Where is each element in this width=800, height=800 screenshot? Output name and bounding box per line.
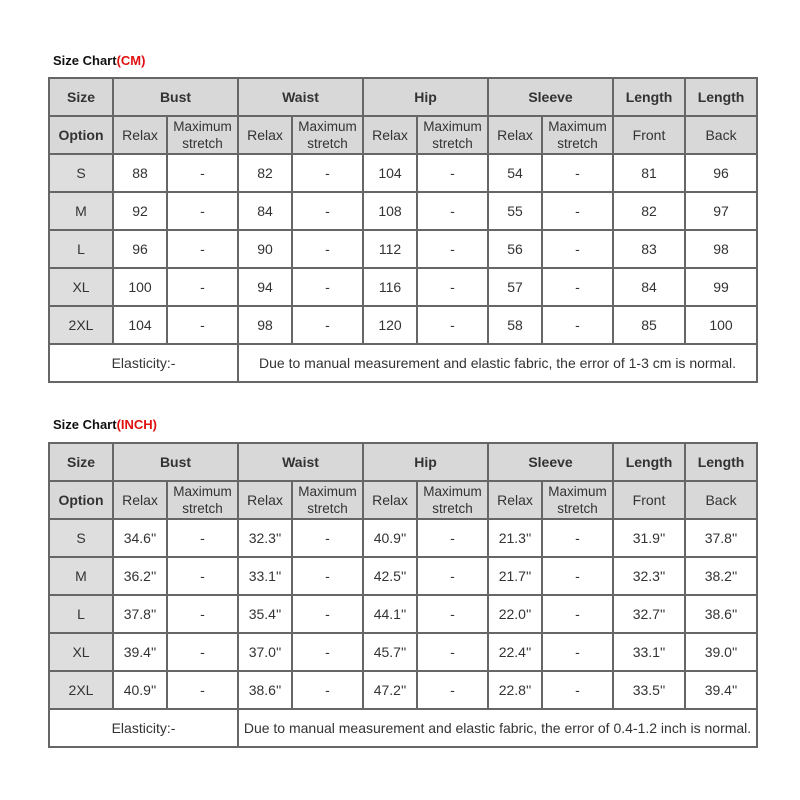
waist-relax-value: 82 (238, 154, 292, 192)
length-front-value: 31.9'' (613, 519, 685, 557)
table-row (49, 519, 757, 557)
waist-relax-value: 37.0'' (238, 633, 292, 671)
length-front-header: Length (613, 78, 685, 116)
waist-max-stretch-value: - (292, 519, 363, 557)
length-back-value: 97 (685, 192, 757, 230)
sleeve-max-stretch-header (542, 481, 613, 519)
sleeve-header: Sleeve (488, 443, 613, 481)
bust-relax-value: 37.8'' (113, 595, 167, 633)
waist-max-stretch-value: - (292, 154, 363, 192)
stretch-label: stretch (557, 136, 598, 151)
size-label: M (49, 192, 113, 230)
length-front-value: 84 (613, 268, 685, 306)
hip-max-stretch-value: - (417, 633, 488, 671)
hip-relax-value: 44.1'' (363, 595, 417, 633)
bust-relax-value: 40.9'' (113, 671, 167, 709)
hip-max-stretch-header (417, 481, 488, 519)
waist-relax-value: 94 (238, 268, 292, 306)
maximum-label: Maximum (548, 119, 607, 134)
length-front-value: 33.1'' (613, 633, 685, 671)
table-row (49, 268, 757, 306)
elasticity-label: Elasticity:- (49, 344, 238, 382)
hip-max-stretch-value: - (417, 192, 488, 230)
bust-relax-value: 100 (113, 268, 167, 306)
hip-max-stretch-value: - (417, 230, 488, 268)
sleeve-max-stretch-value: - (542, 671, 613, 709)
waist-max-stretch-value: - (292, 633, 363, 671)
front-header: Front (613, 481, 685, 519)
sleeve-relax-value: 57 (488, 268, 542, 306)
size-label: L (49, 230, 113, 268)
bust-relax-value: 34.6'' (113, 519, 167, 557)
sleeve-relax-value: 58 (488, 306, 542, 344)
maximum-label: Maximum (548, 484, 607, 499)
size-chart-inch-title (53, 417, 157, 432)
sleeve-relax-value: 21.3'' (488, 519, 542, 557)
waist-relax-header: Relax (238, 116, 292, 154)
title-prefix: Size Chart (53, 53, 117, 68)
option-header: Option (49, 481, 113, 519)
bust-max-stretch-value: - (167, 192, 238, 230)
length-front-value: 82 (613, 192, 685, 230)
maximum-label: Maximum (298, 119, 357, 134)
waist-relax-value: 84 (238, 192, 292, 230)
stretch-label: stretch (307, 136, 348, 151)
size-chart-cm-title (53, 53, 145, 68)
hip-max-stretch-value: - (417, 557, 488, 595)
size-label: M (49, 557, 113, 595)
length-front-value: 81 (613, 154, 685, 192)
bust-relax-header: Relax (113, 116, 167, 154)
table-row (49, 633, 757, 671)
hip-max-stretch-value: - (417, 671, 488, 709)
maximum-label: Maximum (298, 484, 357, 499)
sleeve-relax-value: 55 (488, 192, 542, 230)
size-label: XL (49, 268, 113, 306)
hip-relax-value: 120 (363, 306, 417, 344)
sleeve-relax-value: 56 (488, 230, 542, 268)
maximum-label: Maximum (173, 484, 232, 499)
length-back-value: 38.6'' (685, 595, 757, 633)
bust-relax-value: 96 (113, 230, 167, 268)
bust-max-stretch-value: - (167, 519, 238, 557)
elasticity-label: Elasticity:- (49, 709, 238, 747)
hip-max-stretch-value: - (417, 595, 488, 633)
waist-max-stretch-value: - (292, 306, 363, 344)
bust-max-stretch-value: - (167, 306, 238, 344)
hip-relax-value: 108 (363, 192, 417, 230)
sleeve-max-stretch-value: - (542, 633, 613, 671)
length-back-value: 98 (685, 230, 757, 268)
length-front-value: 83 (613, 230, 685, 268)
bust-header: Bust (113, 443, 238, 481)
sleeve-max-stretch-header (542, 116, 613, 154)
sleeve-max-stretch-value: - (542, 557, 613, 595)
maximum-label: Maximum (423, 484, 482, 499)
sleeve-max-stretch-value: - (542, 519, 613, 557)
sleeve-header: Sleeve (488, 78, 613, 116)
table-row (49, 230, 757, 268)
size-label: 2XL (49, 671, 113, 709)
bust-relax-value: 39.4'' (113, 633, 167, 671)
measurement-note: Due to manual measurement and elastic fabric, the error of 1-3 cm is normal. (238, 344, 757, 382)
length-front-value: 33.5'' (613, 671, 685, 709)
title-prefix: Size Chart (53, 417, 117, 432)
title-unit: (INCH) (116, 417, 158, 432)
title-unit: (CM) (116, 53, 146, 68)
sleeve-max-stretch-value: - (542, 192, 613, 230)
waist-relax-value: 32.3'' (238, 519, 292, 557)
stretch-label: stretch (557, 501, 598, 516)
length-back-value: 100 (685, 306, 757, 344)
bust-max-stretch-header (167, 481, 238, 519)
table-row (49, 154, 757, 192)
table-row (49, 671, 757, 709)
size-label: 2XL (49, 306, 113, 344)
waist-relax-value: 33.1'' (238, 557, 292, 595)
maximum-label: Maximum (423, 119, 482, 134)
bust-max-stretch-value: - (167, 268, 238, 306)
bust-max-stretch-value: - (167, 230, 238, 268)
back-header: Back (685, 116, 757, 154)
size-label: S (49, 519, 113, 557)
length-back-value: 99 (685, 268, 757, 306)
sleeve-relax-value: 22.4'' (488, 633, 542, 671)
sleeve-relax-value: 22.0'' (488, 595, 542, 633)
stretch-label: stretch (432, 136, 473, 151)
hip-max-stretch-value: - (417, 154, 488, 192)
sleeve-relax-value: 54 (488, 154, 542, 192)
bust-relax-header: Relax (113, 481, 167, 519)
waist-relax-value: 90 (238, 230, 292, 268)
waist-max-stretch-header (292, 481, 363, 519)
stretch-label: stretch (307, 501, 348, 516)
waist-max-stretch-value: - (292, 230, 363, 268)
bust-relax-value: 88 (113, 154, 167, 192)
table-row (49, 306, 757, 344)
bust-max-stretch-header (167, 116, 238, 154)
bust-relax-value: 36.2'' (113, 557, 167, 595)
hip-relax-value: 116 (363, 268, 417, 306)
sleeve-max-stretch-value: - (542, 306, 613, 344)
waist-max-stretch-value: - (292, 268, 363, 306)
bust-max-stretch-value: - (167, 671, 238, 709)
size-label: L (49, 595, 113, 633)
hip-max-stretch-value: - (417, 519, 488, 557)
bust-header: Bust (113, 78, 238, 116)
hip-relax-value: 47.2'' (363, 671, 417, 709)
hip-max-stretch-value: - (417, 306, 488, 344)
hip-max-stretch-value: - (417, 268, 488, 306)
size-chart-inch-table (48, 442, 758, 748)
length-front-value: 32.3'' (613, 557, 685, 595)
size-label: XL (49, 633, 113, 671)
length-back-value: 38.2'' (685, 557, 757, 595)
maximum-label: Maximum (173, 119, 232, 134)
measurement-note: Due to manual measurement and elastic fabric, the error of 0.4-1.2 inch is normal. (238, 709, 757, 747)
sleeve-relax-value: 21.7'' (488, 557, 542, 595)
hip-header: Hip (363, 78, 488, 116)
waist-max-stretch-value: - (292, 192, 363, 230)
length-back-value: 37.8'' (685, 519, 757, 557)
length-back-value: 39.0'' (685, 633, 757, 671)
sleeve-max-stretch-value: - (542, 154, 613, 192)
table-row (49, 192, 757, 230)
table-row (49, 595, 757, 633)
option-header: Option (49, 116, 113, 154)
hip-relax-value: 40.9'' (363, 519, 417, 557)
waist-max-stretch-value: - (292, 557, 363, 595)
length-back-header: Length (685, 78, 757, 116)
sleeve-max-stretch-value: - (542, 268, 613, 306)
size-header: Size (49, 78, 113, 116)
waist-max-stretch-value: - (292, 671, 363, 709)
waist-relax-value: 35.4'' (238, 595, 292, 633)
waist-relax-value: 38.6'' (238, 671, 292, 709)
stretch-label: stretch (182, 501, 223, 516)
table-row (49, 557, 757, 595)
length-back-header: Length (685, 443, 757, 481)
back-header: Back (685, 481, 757, 519)
length-back-value: 39.4'' (685, 671, 757, 709)
waist-max-stretch-header (292, 116, 363, 154)
bust-max-stretch-value: - (167, 557, 238, 595)
waist-max-stretch-value: - (292, 595, 363, 633)
front-header: Front (613, 116, 685, 154)
waist-relax-value: 98 (238, 306, 292, 344)
sleeve-max-stretch-value: - (542, 595, 613, 633)
stretch-label: stretch (432, 501, 473, 516)
hip-relax-value: 45.7'' (363, 633, 417, 671)
sleeve-max-stretch-value: - (542, 230, 613, 268)
stretch-label: stretch (182, 136, 223, 151)
bust-relax-value: 104 (113, 306, 167, 344)
hip-max-stretch-header (417, 116, 488, 154)
length-front-header: Length (613, 443, 685, 481)
waist-header: Waist (238, 443, 363, 481)
hip-relax-header: Relax (363, 481, 417, 519)
size-header: Size (49, 443, 113, 481)
length-front-value: 85 (613, 306, 685, 344)
bust-max-stretch-value: - (167, 154, 238, 192)
hip-relax-value: 112 (363, 230, 417, 268)
bust-relax-value: 92 (113, 192, 167, 230)
hip-relax-value: 104 (363, 154, 417, 192)
hip-relax-header: Relax (363, 116, 417, 154)
size-chart-cm-table (48, 77, 758, 383)
length-front-value: 32.7'' (613, 595, 685, 633)
sleeve-relax-header: Relax (488, 116, 542, 154)
hip-relax-value: 42.5'' (363, 557, 417, 595)
waist-relax-header: Relax (238, 481, 292, 519)
bust-max-stretch-value: - (167, 595, 238, 633)
length-back-value: 96 (685, 154, 757, 192)
size-label: S (49, 154, 113, 192)
sleeve-relax-value: 22.8'' (488, 671, 542, 709)
waist-header: Waist (238, 78, 363, 116)
hip-header: Hip (363, 443, 488, 481)
sleeve-relax-header: Relax (488, 481, 542, 519)
bust-max-stretch-value: - (167, 633, 238, 671)
